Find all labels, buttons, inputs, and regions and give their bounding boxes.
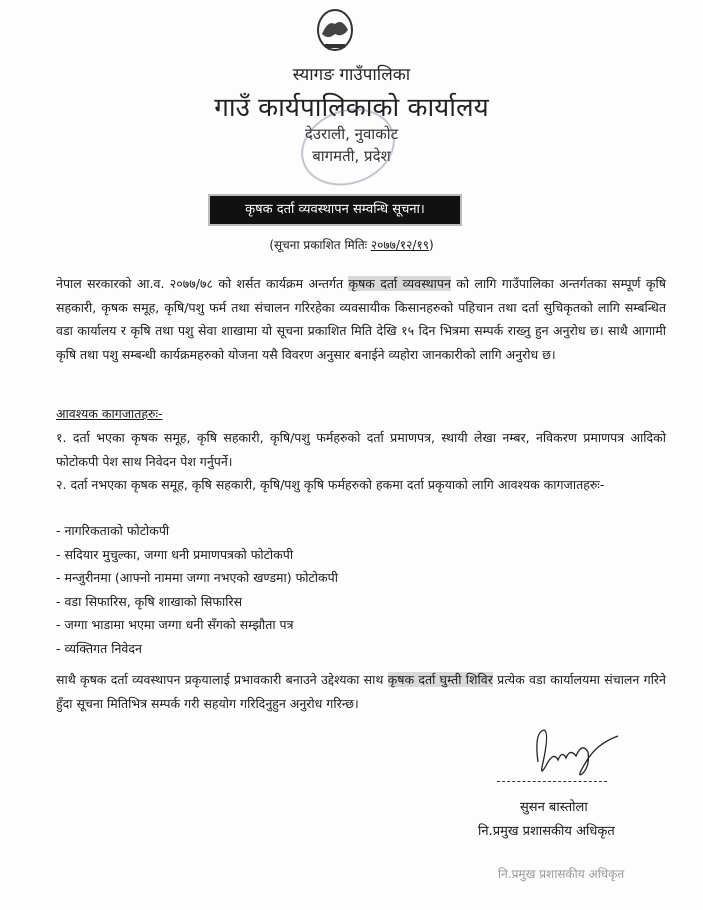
list-item: - जग्गा भाडामा भएमा जग्गा धनी सँगको सम्झौता पत्र <box>56 617 294 632</box>
publication-date-value: २०७७/१२/१९ <box>370 238 429 252</box>
address-line-2: बागमती, प्रदेश <box>312 147 391 165</box>
signature-line <box>497 781 607 782</box>
closing-text-b: प्रत्येक वडा कार्यालयमा संचालन गरिने हुँदा सूचना मितिभित्र सम्पर्क गरी सहयोग गरिदिनुहुन अनुरोध गरिन्छ। <box>56 672 666 711</box>
requirement-item-1: १. दर्ता भएका कृषक समूह, कृषि सहकारी, कृषि/पशु फर्महरुको दर्ता प्रमाणपत्र, स्थायी लेखा नम्बर, नविकरण प्रमाणपत्र आदिको फोटोकपी पेश साथ निवेदन पेश गर्नुपर्ने। <box>56 430 666 469</box>
notice-title: कृषक दर्ता व्यवस्थापन सम्वन्धि सूचना। <box>210 196 460 224</box>
paragraph-intro <box>56 272 666 366</box>
list-item: - वडा सिफारिस, कृषि शाखाको सिफारिस <box>56 593 243 609</box>
publication-date-close: ) <box>428 238 434 252</box>
list-item: - नागरिकताको फोटोकपी <box>56 523 170 538</box>
intro-text-a: नेपाल सरकारको आ.व. २०७७/७८ को शर्सत कार्यक्रम अन्तर्गत <box>56 276 349 291</box>
publication-date <box>0 236 703 253</box>
address-line-1: देउराली, नुवाकोट <box>304 125 399 143</box>
list-item: - सदियार मुचुल्का, जग्गा धनी प्रमाणपत्रको फोटोकपी <box>56 546 294 562</box>
paragraph-closing <box>56 668 666 715</box>
municipality-name: स्यागङ गाउँपालिका <box>292 65 411 85</box>
requirement-item-2: २. दर्ता नभएका कृषक समूह, कृषि सहकारी, कृषि/पशु कृषि फर्महरुको हकमा दर्ता प्रकृयाको लागि आवश्यक कागजातहरुः- <box>56 477 605 492</box>
closing-highlight: कृषक दर्ता घुम्ती शिविर <box>387 672 493 687</box>
list-item: - व्यक्तिगत निवेदन <box>56 640 142 656</box>
required-documents-heading: आवश्यक कागजातहरुः- <box>56 406 163 421</box>
signer-name: सुसन बास्तोला <box>520 800 588 815</box>
signer-title: नि.प्रमुख प्रशासकीय अधिकृत <box>478 824 615 839</box>
publication-date-label: (सूचना प्रकाशित मितिः <box>269 238 371 252</box>
office-name: गाउँ कार्यपालिकाको कार्यालय <box>214 93 489 123</box>
nepal-emblem-icon <box>316 8 354 52</box>
list-item: - मन्जुरीनमा (आफ्नो नाममा जग्गा नभएको खण्डमा) फोटोकपी <box>56 570 338 585</box>
intro-text-b: को लागि गाउँपालिका अन्तर्गतका सम्पूर्ण कृषि सहकारी, कृषक समूह, कृषि/पशु फर्म तथा संचालन गरिरहेका व्यवसायीक किसानहरुको पहिचान तथा दर्ता सुचिकृतको लागि सम्बन्धित वडा कार्यालय र कृषि तथा पशु सेवा शाखामा यो सूचना प्रकाशित मिति देखि १५ दिन भित्रमा सम्पर्क राख्नु हुन अनुरोध छ। साथै आगामी कृषि तथा पशु सम्बन्धी कार्यक्रमहरुको योजना यसै विवरण अनुसार बनाईने व्यहोरा जानकारीको लागि अनुरोध छ। <box>56 276 666 362</box>
intro-highlight: कृषक दर्ता व्यवस्थापन <box>348 276 451 291</box>
title-stamp: नि.प्रमुख प्रशासकीय अधिकृत <box>498 867 625 881</box>
closing-text-a: साथै कृषक दर्ता व्यवस्थापन प्रकृयालाई प्रभावकारी बनाउने उद्देश्यका साथ <box>56 672 388 687</box>
document-list <box>56 519 338 660</box>
signature-icon <box>530 722 620 782</box>
